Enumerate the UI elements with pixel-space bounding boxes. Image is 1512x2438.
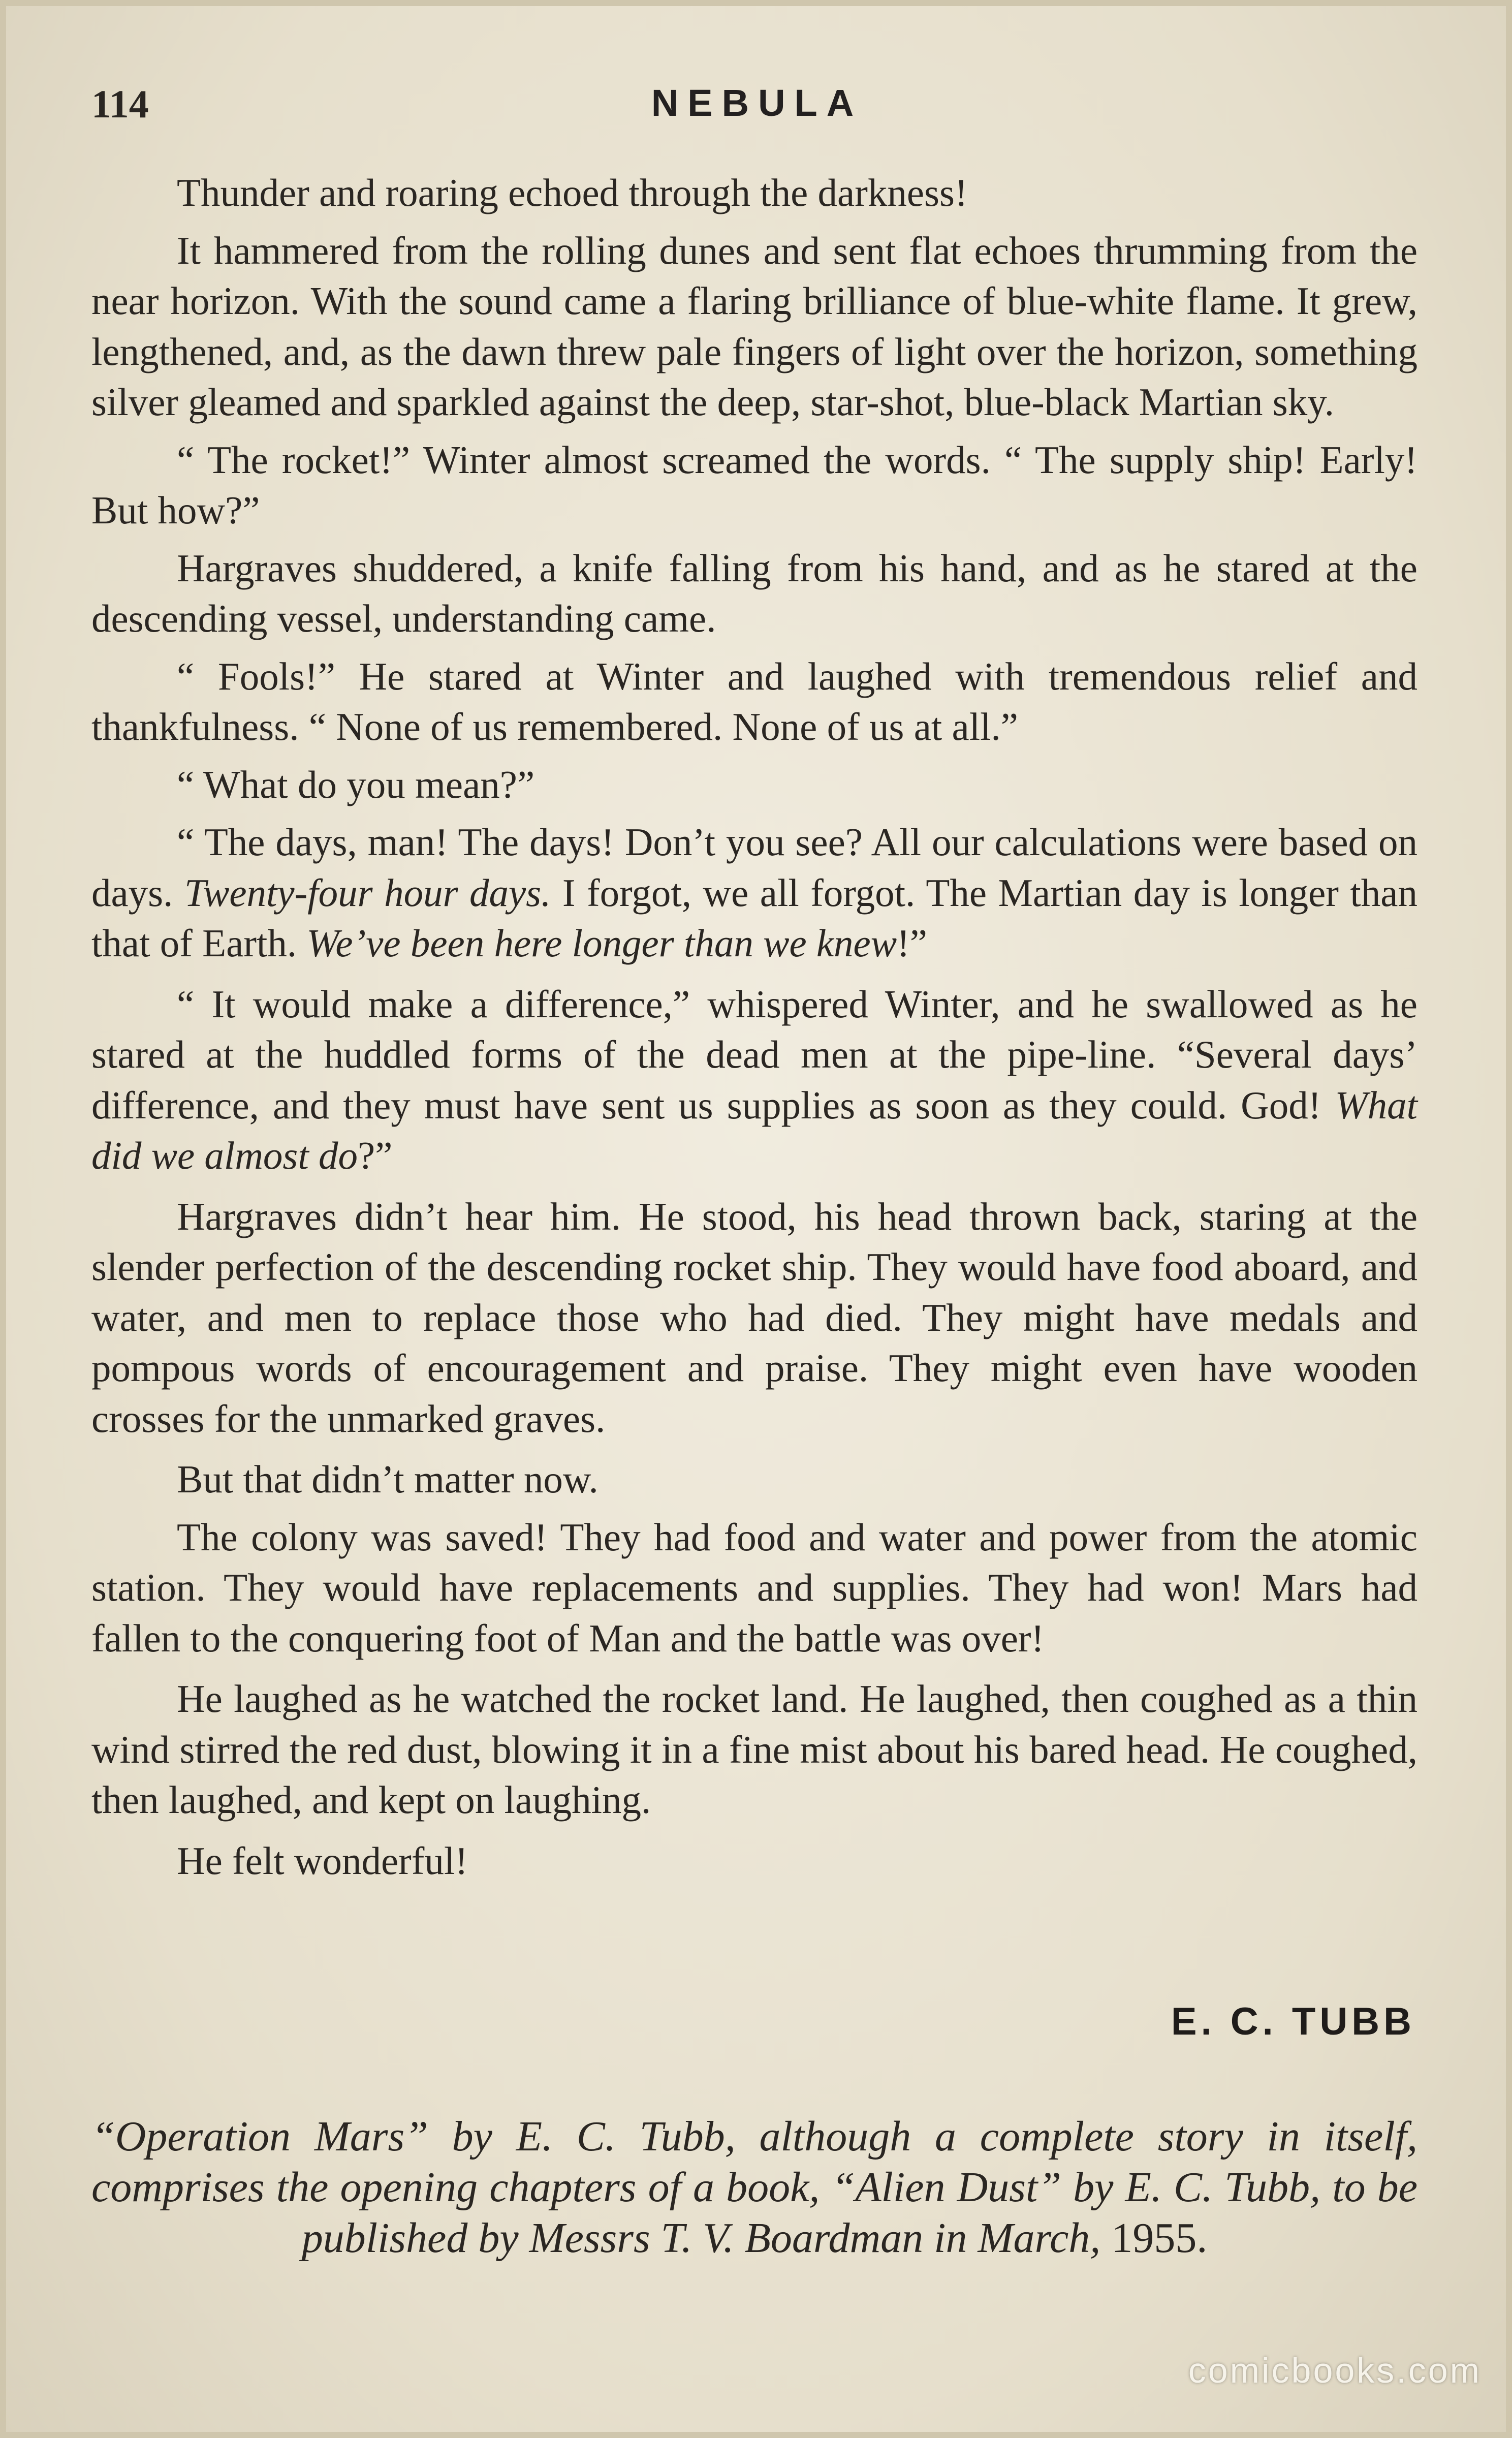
paragraph-text: “ It would make a difference,” whispered Winter, and he swallowed as he stared at the huddled forms of the dead men at the pipe-line. “Several days’ difference, and they must have sent us supplies as soon as they could. God! xyxy=(91,982,1418,1127)
page-header xyxy=(91,76,1423,137)
paragraph: He felt wonderful! xyxy=(177,1838,468,1883)
paragraph-text: !” xyxy=(897,921,927,965)
paragraph: It hammered from the rolling dunes and sent flat echoes thrumming from the near horizon. With the sound came a flaring brilliance of blue-white flame. It grew, lengthened, and, as the dawn threw pale fingers of light over the horizon, something silver gleamed and sparkled against the deep, star-shot, blue-black Martian sky. xyxy=(91,228,1418,424)
paragraph-text: ?” xyxy=(358,1134,393,1177)
watermark: comicbooks.com xyxy=(1188,2351,1482,2390)
page-number: 114 xyxy=(91,82,149,126)
paragraph: “ Fools!” He stared at Winter and laughed with tremendous relief and thankfulness. “ None of us remembered. None of us at all.” xyxy=(91,654,1418,748)
paragraph: But that didn’t matter now. xyxy=(177,1457,598,1501)
paragraph: “ What do you mean?” xyxy=(177,762,535,806)
paragraph xyxy=(91,979,1418,1181)
paragraph: Hargraves shuddered, a knife falling from his hand, and as he stared at the descending vessel, understanding came. xyxy=(91,546,1418,640)
note-year: 1955. xyxy=(1100,2214,1208,2262)
note-text: “Operation Mars” by E. C. Tubb, although a complete story in itself, comprises the opening chapters of a book, “Alien Dust” by E. C. Tubb, to be published by Messrs T. V. Boardman in March, xyxy=(91,2113,1418,2262)
author-byline: E. C. TUBB xyxy=(1171,2000,1415,2043)
paragraph: “ The rocket!” Winter almost screamed the words. “ The supply ship! Early! But how?” xyxy=(91,437,1418,532)
running-head: NEBULA xyxy=(651,82,863,124)
paragraph: Thunder and roaring echoed through the darkness! xyxy=(177,171,968,214)
paragraph-text: I forgot, we all forgot. The Martian day is longer than that of Earth. xyxy=(91,870,1418,965)
italic-phrase: What did we almost do xyxy=(91,1083,1418,1177)
story-text xyxy=(91,168,1418,1893)
paragraph: Hargraves didn’t hear him. He stood, his head thrown back, staring at the slender perfection of the descending rocket ship. They would have food aboard, and water, and men to replace those who had died. They might have medals and pompous words of encouragement and praise. They might even have wooden crosses for the unmarked graves. xyxy=(91,1194,1418,1441)
paragraph-text: “ The days, man! The days! Don’t you see? All our calculations were based on days. xyxy=(91,820,1418,915)
italic-phrase: We’ve been here longer than we knew xyxy=(306,921,897,965)
publication-note xyxy=(91,2111,1418,2264)
paragraph xyxy=(91,817,1418,969)
paragraph: The colony was saved! They had food and water and power from the atomic station. They would have replacements and supplies. They had won! Mars had fallen to the conquering foot of Man and the battle was over! xyxy=(91,1515,1418,1660)
paragraph: He laughed as he watched the rocket land. He laughed, then coughed as a thin wind stirred the red dust, blowing it in a fine mist about his bared head. He coughed, then laughed, and kept on laughing. xyxy=(91,1677,1418,1822)
italic-phrase: Twenty-four hour days. xyxy=(184,870,551,915)
